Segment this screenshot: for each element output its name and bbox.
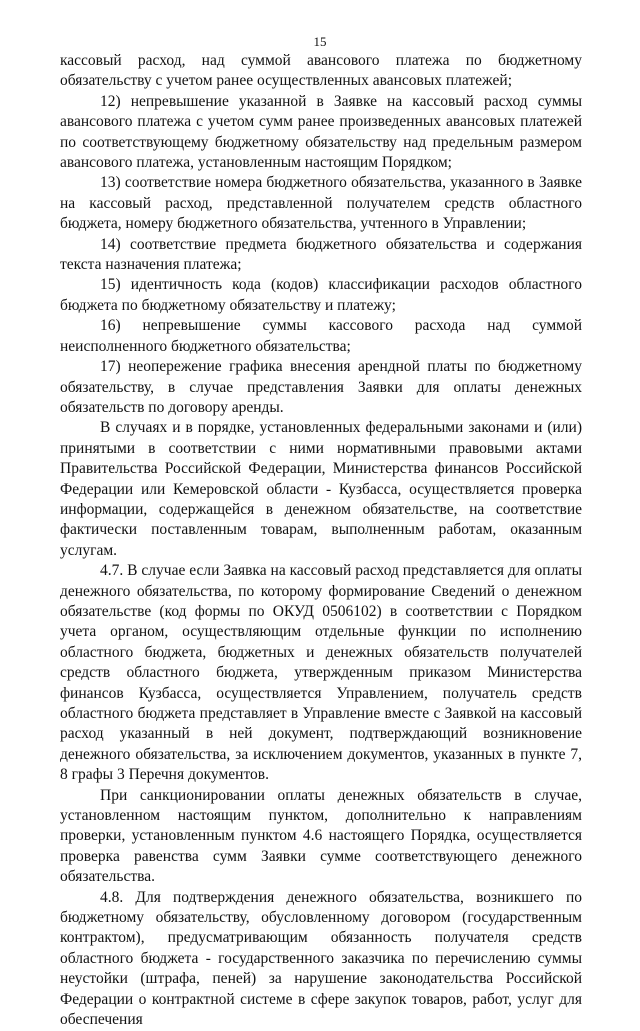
list-item-14: 14) соответствие предмета бюджетного обязательства и содержания текста назначения платежа;: [60, 235, 582, 274]
list-item-16: 16) непревышение суммы кассового расхода над суммой неисполненного бюджетного обязательства;: [60, 317, 582, 355]
page-number: 15: [313, 34, 327, 49]
paragraph-verification: В случаях и в порядке, установленных федеральными законами и (или) принятыми в соответствии с ними нормативными правовыми актами Правительства Российской Федерации, Министерства финансов Российской Федерации или Кемеровской области - Кузбасса, осуществляется проверка информации, содержащейся в денежном обязательстве, на соответствие фактически поставленным товарам, выполненным работам, оказанным услугам.: [60, 419, 582, 559]
paragraph-sanction: При санкционировании оплаты денежных обязательств в случае, установленном настоящим пунктом, дополнительно к направлениям проверки, установленным пунктом 4.6 настоящего Порядка, осуществляется проверка равенства сумм Заявки сумме соответствующего денежного обязательства.: [60, 786, 582, 886]
document-body: [60, 51, 582, 1031]
list-item-13: 13) соответствие номера бюджетного обязательства, указанного в Заявке на кассовый расход, представленной получателем средств областного бюджета, номеру бюджетного обязательства, учтенного в Управлении;: [60, 174, 582, 233]
list-item-17: 17) неопережение графика внесения арендной платы по бюджетному обязательству, в случае представления Заявки для оплаты денежных обязательств по договору аренды.: [60, 358, 582, 416]
section-4-8: 4.8. Для подтверждения денежного обязательства, возникшего по бюджетному обязательству, обусловленному договором (государственным контрактом), предусматривающим обязанность получателя средств областного бюджета - государственного заказчика по перечислению суммы неустойки (штрафа, пеней) за нарушение законодательства Российской Федерации о контрактной системе в сфере закупок товаров, работ, услуг для обеспечения: [60, 888, 582, 1029]
paragraph-continuation: кассовый расход, над суммой авансового платежа по бюджетному обязательству с учетом ранее осуществленных авансовых платежей;: [60, 52, 582, 90]
list-item-15: 15) идентичность кода (кодов) классификации расходов областного бюджета по бюджетному обязательству и платежу;: [60, 276, 582, 314]
section-4-7: 4.7. В случае если Заявка на кассовый расход представляется для оплаты денежного обязательства, по которому формирование Сведений о денежном обязательстве (код формы по ОКУД 0506102) в соответствии с Порядком учета органом, осуществляющим отдельные функции по исполнению областного бюджета, бюджетных и денежных обязательств получателей средств областного бюджета, утвержденным приказом Министерства финансов Кузбасса, осуществляется Управлением, получатель средств областного бюджета представляет в Управление вместе с Заявкой на кассовый расход указанный в ней документ, подтверждающий возникновение денежного обязательства, за исключением документов, указанных в пункте 7, 8 графы 3 Перечня документов.: [60, 562, 582, 784]
list-item-12: 12) непревышение указанной в Заявке на кассовый расход суммы авансового платежа с учетом сумм ранее произведенных авансовых платежей по соответствующему бюджетному обязательству над предельным размером авансового платежа, установленным настоящим Порядком;: [60, 92, 582, 172]
